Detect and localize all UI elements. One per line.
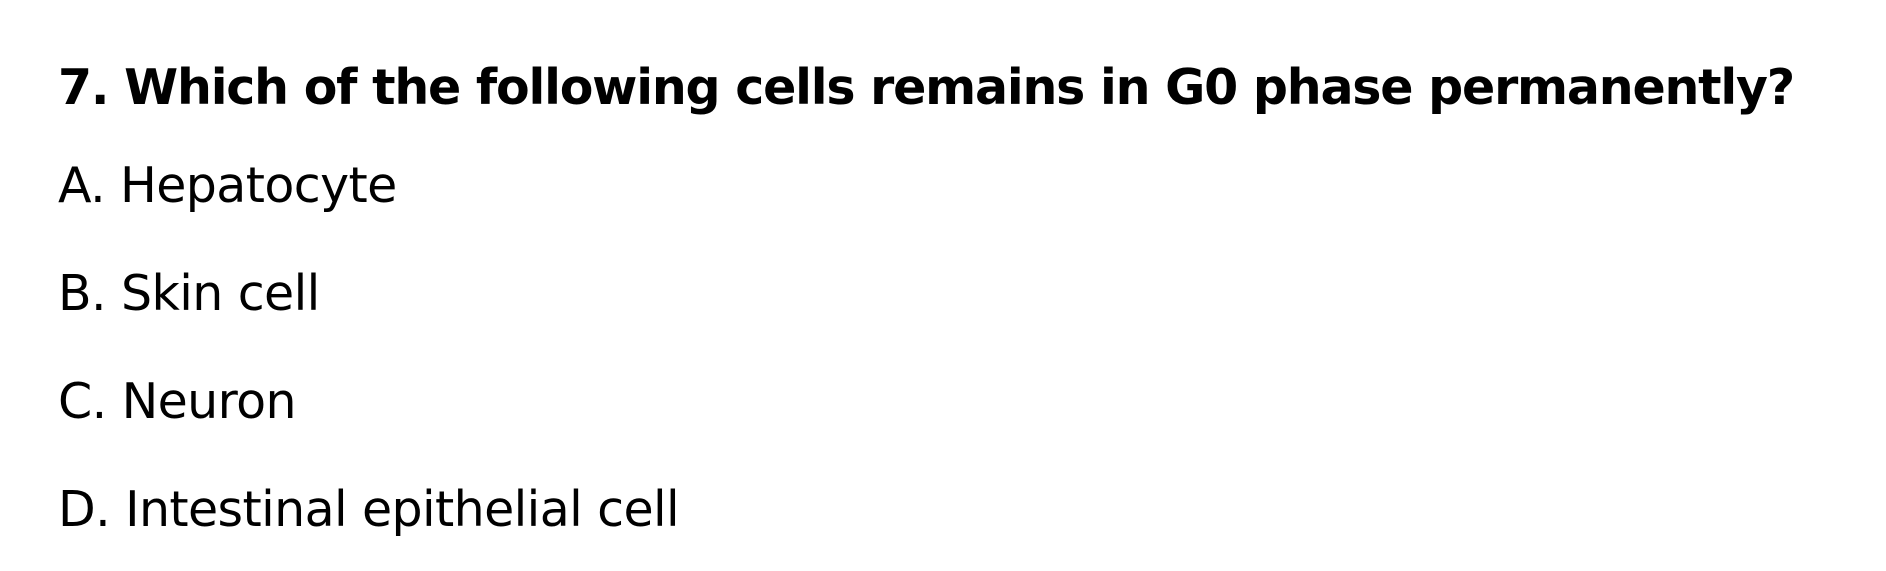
- question-title: [58, 44, 1878, 132]
- question-text: Which of the following cells remains in G0 phase permanently?: [124, 59, 1794, 116]
- option-text: Skin cell: [120, 265, 320, 322]
- option-a[interactable]: [58, 132, 1878, 240]
- option-text: Neuron: [121, 373, 296, 430]
- option-text: Hepatocyte: [120, 157, 397, 214]
- option-c[interactable]: [58, 348, 1878, 456]
- option-d[interactable]: [58, 456, 1878, 564]
- option-letter: C .: [58, 373, 122, 430]
- question-block: [58, 44, 1878, 564]
- option-b[interactable]: [58, 240, 1878, 348]
- option-letter: B .: [58, 265, 121, 322]
- option-letter: D .: [58, 481, 125, 538]
- answer-options: [58, 132, 1878, 564]
- question-number: 7.: [58, 59, 109, 116]
- option-letter: A .: [58, 157, 120, 214]
- option-text: Intestinal epithelial cell: [125, 481, 680, 538]
